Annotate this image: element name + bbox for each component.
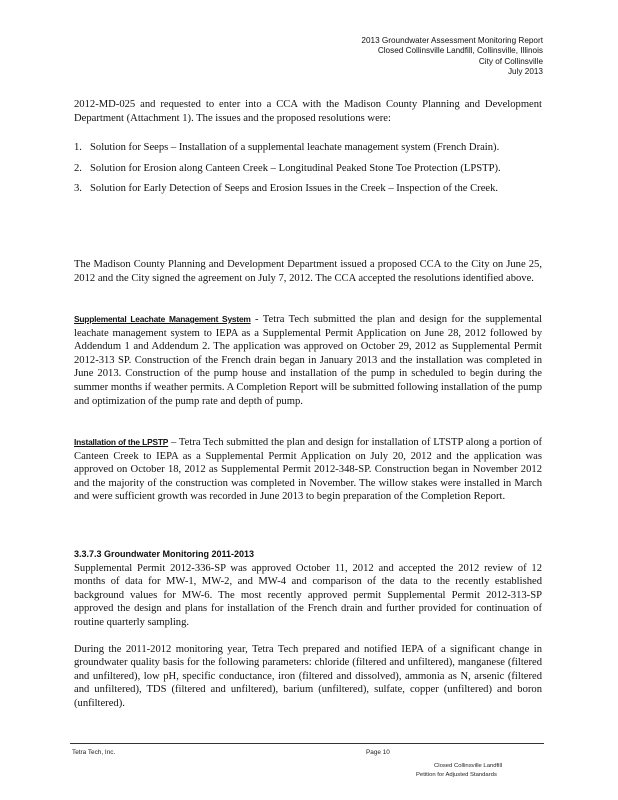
footer-document-title: Closed Collinsville Landfill Petition for Adjusted Standards [416, 763, 503, 778]
section-heading: 3.3.7.3 Groundwater Monitoring 2011-2013 [74, 549, 255, 559]
header-report-title: 2013 Groundwater Assessment Monitoring Report [361, 36, 543, 45]
footer-divider [70, 743, 544, 744]
groundwater-monitoring-section [74, 548, 542, 711]
intro-paragraph: 2012-MD-025 and requested to enter into a CCA with the Madison County Planning and Development Department (Attachment 1). The issues and the proposed resolutions were: [74, 99, 542, 124]
lpstp-heading: Installation of the LPSTP [74, 437, 169, 447]
lpstp-paragraph: Installation of the LPSTP – Tetra Tech submitted the plan and design for installation of LTSTP along a portion of Canteen Creek to IEPA as a Supplemental Permit Application on July 20, 2012 and the application was approved on October 18, 2012 as Supplemental Permit 2012-348-SP. Construction began in November 2012 and the majority of the construction was completed in November. The willow stakes were installed in March and were sufficient growth was recorded in June 2013 to begin preparation of the Completion Report. [74, 437, 542, 503]
section-paragraph-1: Supplemental Permit 2012-336-SP was approved October 11, 2012 and accepted the 2012 review of 12 months of data for MW-1, MW-2, and MW-4 and comparison of the data to the recently established background values for MW-6. The most recently approved permit Supplemental Permit 2012-313-SP approved the design and plans for installation of the French drain and further provided for continuation of routine quarterly sampling. [74, 562, 542, 628]
issues-list [74, 141, 542, 196]
report-header [361, 36, 543, 78]
list-item: 1. Solution for Seeps – Installation of a supplemental leachate management system (French Drain). [74, 142, 500, 153]
cca-paragraph: The Madison County Planning and Development Department issued a proposed CCA to the City on June 25, 2012 and the City signed the agreement on July 7, 2012. The CCA accepted the resolutions identified above. [74, 259, 542, 284]
header-date: July 2013 [507, 67, 543, 77]
section-paragraph-2: During the 2011-2012 monitoring year, Tetra Tech prepared and notified IEPA of a significant change in groundwater quality basis for the following parameters: chloride (filtered and unfiltered), manganese (filtered and unfiltered), low pH, specific conductance, iron (filtered and dissolved), ammonia as N, arsenic (filtered and unfiltered), TDS (filtered and unfiltered), barium (unfiltered), sulfate, copper (unfiltered) and boron (unfiltered). [74, 643, 542, 709]
footer-company: Tetra Tech, Inc. [72, 749, 116, 756]
slms-paragraph: Supplemental Leachate Management System - Tetra Tech submitted the plan and design for the supplemental leachate management system to IEPA as a Supplemental Permit Application on June 28, 2012 followed by Addendum 1 and Addendum 2. The application was approved on October 29, 2012 as Supplemental Permit 2012-313 SP. Construction of the French drain began in January 2013 and the installation was completed in June 2013. Construction of the pump house and installation of the pump in scheduled to begin during the summer months if weather permits. A Completion Report will be submitted following installation of the pump and optimization of the pump rate and depth of pump. [74, 314, 542, 407]
slms-heading: Supplemental Leachate Management System [74, 314, 251, 324]
list-item: 2. Solution for Erosion along Canteen Creek – Longitudinal Peaked Stone Toe Protection (LPSTP). [74, 162, 501, 174]
footer-page-number: Page 10 [366, 749, 390, 756]
header-client: City of Collinsville [478, 56, 543, 66]
list-item: 3. Solution for Early Detection of Seeps and Erosion Issues in the Creek – Inspection of the Creek. [74, 183, 499, 195]
header-site-name: Closed Collinsville Landfill, Collinsville, Illinois [377, 46, 543, 56]
